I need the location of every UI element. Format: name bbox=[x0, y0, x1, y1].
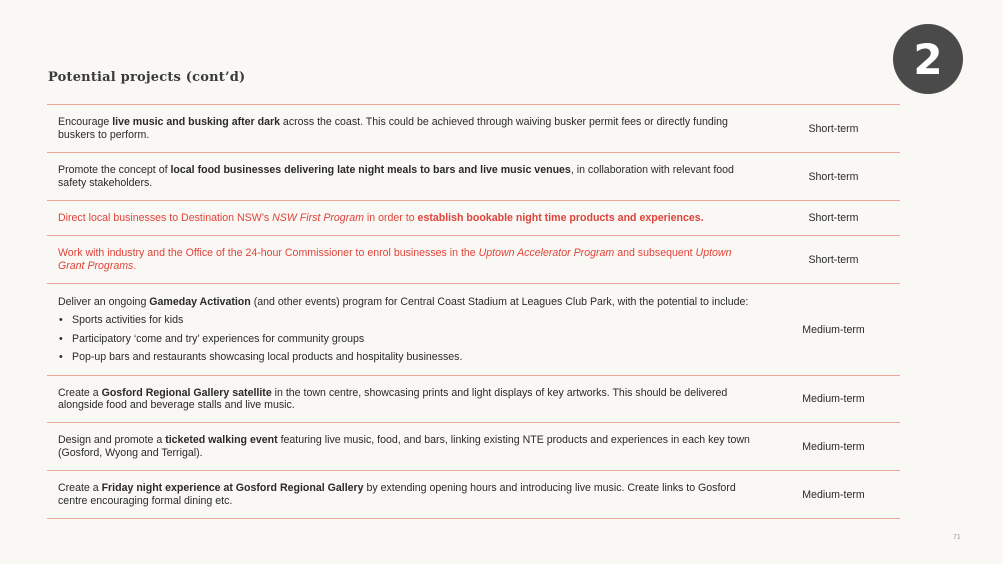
text: Create a bbox=[58, 482, 102, 494]
timeframe-label: Short-term bbox=[808, 170, 859, 183]
italic-text: Uptown Grant Programs bbox=[58, 247, 732, 272]
description-text bbox=[58, 387, 759, 412]
table-row bbox=[47, 153, 900, 201]
bold-text: establish bookable night time products and experiences. bbox=[417, 211, 704, 224]
text: Work with industry and the Office of the 24-hour Commissioner to enrol businesses in the bbox=[58, 247, 479, 259]
timeframe-label: Short-term bbox=[808, 253, 859, 266]
project-description bbox=[47, 247, 759, 272]
description-text bbox=[58, 212, 759, 225]
text: Direct local businesses to Destination NSW’s bbox=[58, 211, 273, 224]
project-description bbox=[47, 434, 759, 459]
bold-text: local food businesses delivering late night meals to bars and live music venues bbox=[170, 164, 571, 176]
timeframe-label: Medium-term bbox=[802, 393, 865, 405]
text: Deliver an ongoing bbox=[58, 295, 150, 308]
bullet-item: • Participatory ‘come and try’ experiences for community groups bbox=[58, 333, 759, 346]
timeframe-label: Medium-term bbox=[802, 323, 865, 336]
text: Design and promote a bbox=[58, 434, 166, 446]
page-number: 71 bbox=[953, 534, 961, 541]
bold-text: live music and busking after dark bbox=[112, 116, 280, 128]
text: (and other events) program for Central Coast Stadium at Leagues Club Park, with the potential to include: bbox=[250, 295, 749, 308]
project-description bbox=[47, 387, 759, 412]
timeframe-label: Medium-term bbox=[802, 440, 865, 453]
bold-text: Friday night experience at Gosford Regional Gallery bbox=[101, 482, 364, 494]
italic-text: Uptown Accelerator Program bbox=[478, 247, 615, 259]
timeframe-label: Short-term bbox=[808, 122, 859, 135]
projects-table bbox=[47, 104, 900, 519]
bullet-item: • Sports activities for kids bbox=[58, 314, 759, 327]
text: Encourage bbox=[58, 116, 113, 128]
description-text bbox=[58, 434, 759, 459]
bullet-item: • Pop-up bars and restaurants showcasing local products and hospitality businesses. bbox=[58, 351, 759, 364]
description-text bbox=[58, 247, 759, 272]
project-description bbox=[47, 296, 759, 364]
description-text bbox=[58, 164, 759, 189]
description-text bbox=[58, 296, 759, 309]
table-row bbox=[47, 471, 900, 519]
table-row bbox=[47, 423, 900, 471]
table-row bbox=[47, 236, 900, 284]
text: in order to bbox=[363, 211, 418, 224]
description-text bbox=[58, 116, 759, 141]
text: , in collaboration with relevant food safety stakeholders. bbox=[58, 164, 734, 189]
bold-text: ticketed walking event bbox=[165, 434, 278, 446]
table-row bbox=[47, 201, 900, 236]
table-row bbox=[47, 105, 900, 153]
bold-text: Gameday Activation bbox=[149, 295, 251, 308]
text: by extending opening hours and introducing live music. Create links to Gosford centre encouraging formal dining etc. bbox=[58, 482, 736, 507]
table-row bbox=[47, 376, 900, 423]
text: Create a bbox=[58, 386, 102, 399]
project-description bbox=[47, 482, 759, 507]
project-description bbox=[47, 212, 759, 225]
text: Promote the concept of bbox=[58, 164, 171, 176]
project-description bbox=[47, 116, 759, 141]
timeframe-label: Short-term bbox=[808, 212, 859, 224]
text: featuring live music, food, and bars, linking existing NTE products and experiences in each key town (Gosford, Wyong and Terrigal). bbox=[58, 434, 750, 459]
table-row bbox=[47, 284, 900, 376]
description-text bbox=[58, 482, 759, 507]
text: across the coast. This could be achieved through waiving busker permit fees or directly funding buskers to perform. bbox=[58, 116, 728, 141]
bullet-list bbox=[58, 314, 759, 364]
bold-text: Gosford Regional Gallery satellite bbox=[101, 386, 272, 399]
timeframe-label: Medium-term bbox=[802, 488, 865, 501]
text: in the town centre, showcasing prints and light displays of key artworks. This should be delivered alongside food and beverage stalls and live music. bbox=[58, 386, 728, 411]
project-description bbox=[47, 164, 759, 189]
page-title: Potential projects (cont’d) bbox=[48, 70, 246, 85]
text: . bbox=[133, 259, 137, 272]
text: and subsequent bbox=[614, 247, 696, 259]
italic-text: NSW First Program bbox=[272, 211, 364, 224]
section-number-badge: 2 bbox=[893, 24, 963, 94]
